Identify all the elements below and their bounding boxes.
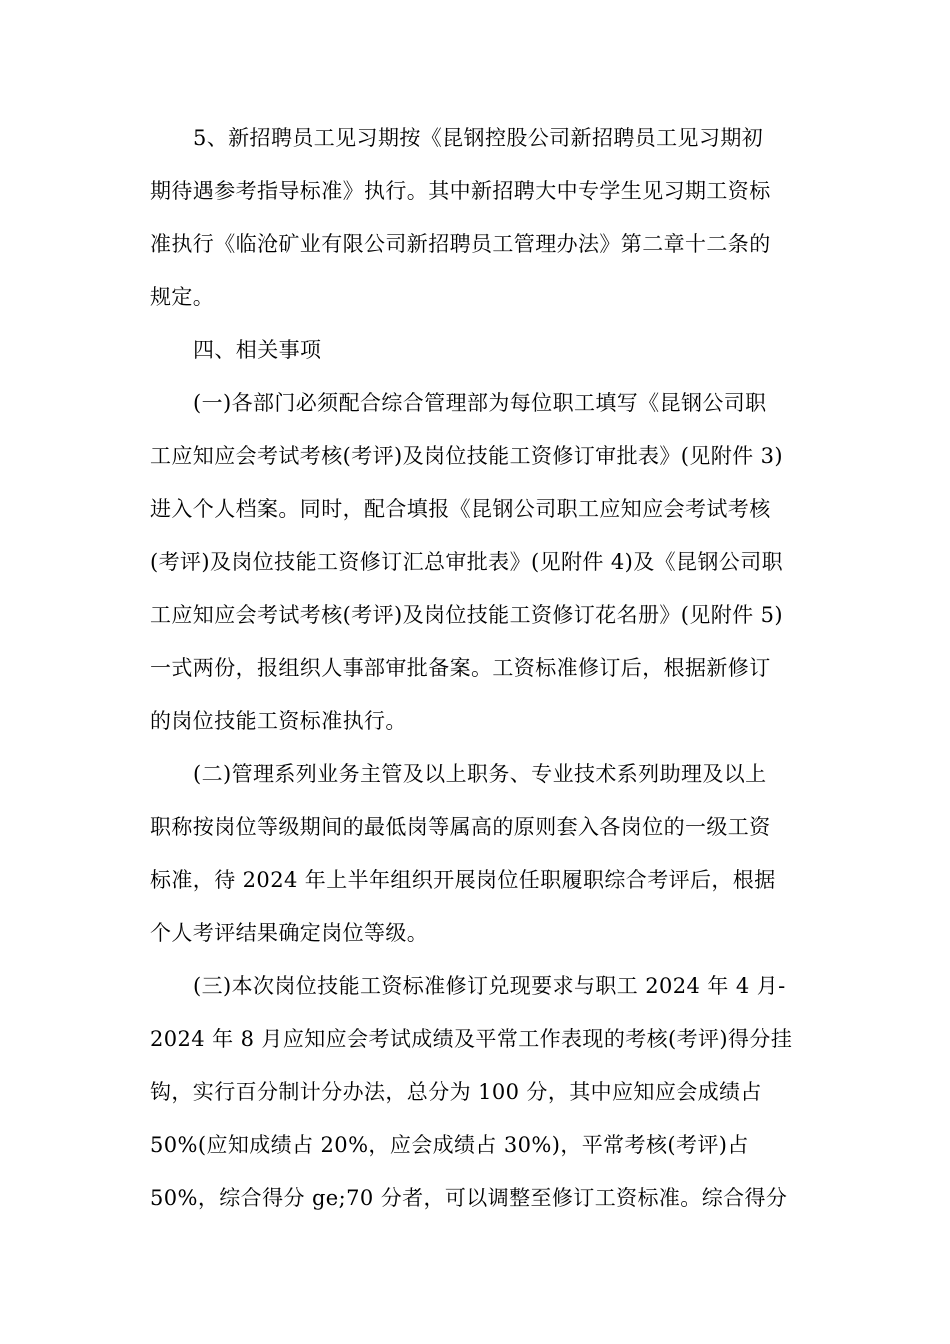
text-line: 进入个人档案。同时，配合填报《昆钢公司职工应知应会考试考核 xyxy=(150,497,771,521)
paragraph-item-5 xyxy=(150,112,800,324)
text-line: (考评)及岗位技能工资修订汇总审批表》(见附件 4)及《昆钢公司职 xyxy=(150,550,784,574)
text-line: 个人考评结果确定岗位等级。 xyxy=(150,921,429,945)
text-line: (三)本次岗位技能工资标准修订兑现要求与职工 2024 年 4 月- xyxy=(193,974,786,998)
text-line: 50%(应知成绩占 20%，应会成绩占 30%)，平常考核(考评)占 xyxy=(150,1133,749,1157)
text-line: 规定。 xyxy=(150,285,215,309)
text-line: 一式两份，报组织人事部审批备案。工资标准修订后，根据新修订 xyxy=(150,656,771,680)
section-heading-related-matters xyxy=(150,324,800,377)
paragraph-item-2 xyxy=(150,748,800,960)
text-line: 准执行《临沧矿业有限公司新招聘员工管理办法》第二章十二条的 xyxy=(150,232,771,256)
text-line: 50%，综合得分 ge;70 分者，可以调整至修订工资标准。综合得分 xyxy=(150,1186,788,1210)
text-line: 四、相关事项 xyxy=(193,338,322,362)
text-line: 期待遇参考指导标准》执行。其中新招聘大中专学生见习期工资标 xyxy=(150,179,771,203)
text-line: (一)各部门必须配合综合管理部为每位职工填写《昆钢公司职 xyxy=(193,391,767,415)
text-line: 钩，实行百分制计分办法，总分为 100 分，其中应知应会成绩占 xyxy=(150,1080,762,1104)
text-line: 工应知应会考试考核(考评)及岗位技能工资修订花名册》(见附件 5) xyxy=(150,603,784,627)
paragraph-item-1 xyxy=(150,377,800,748)
text-line: 5、新招聘员工见习期按《昆钢控股公司新招聘员工见习期初 xyxy=(193,126,764,150)
text-line: 工应知应会考试考核(考评)及岗位技能工资修订审批表》(见附件 3) xyxy=(150,444,784,468)
paragraph-item-3 xyxy=(150,960,800,1225)
text-line: 标准，待 2024 年上半年组织开展岗位任职履职综合考评后，根据 xyxy=(150,868,776,892)
text-line: 2024 年 8 月应知应会考试成绩及平常工作表现的考核(考评)得分挂 xyxy=(150,1027,793,1051)
text-line: 的岗位技能工资标准执行。 xyxy=(150,709,407,733)
text-line: (二)管理系列业务主管及以上职务、专业技术系列助理及以上 xyxy=(193,762,767,786)
text-line: 职称按岗位等级期间的最低岗等属高的原则套入各岗位的一级工资 xyxy=(150,815,771,839)
